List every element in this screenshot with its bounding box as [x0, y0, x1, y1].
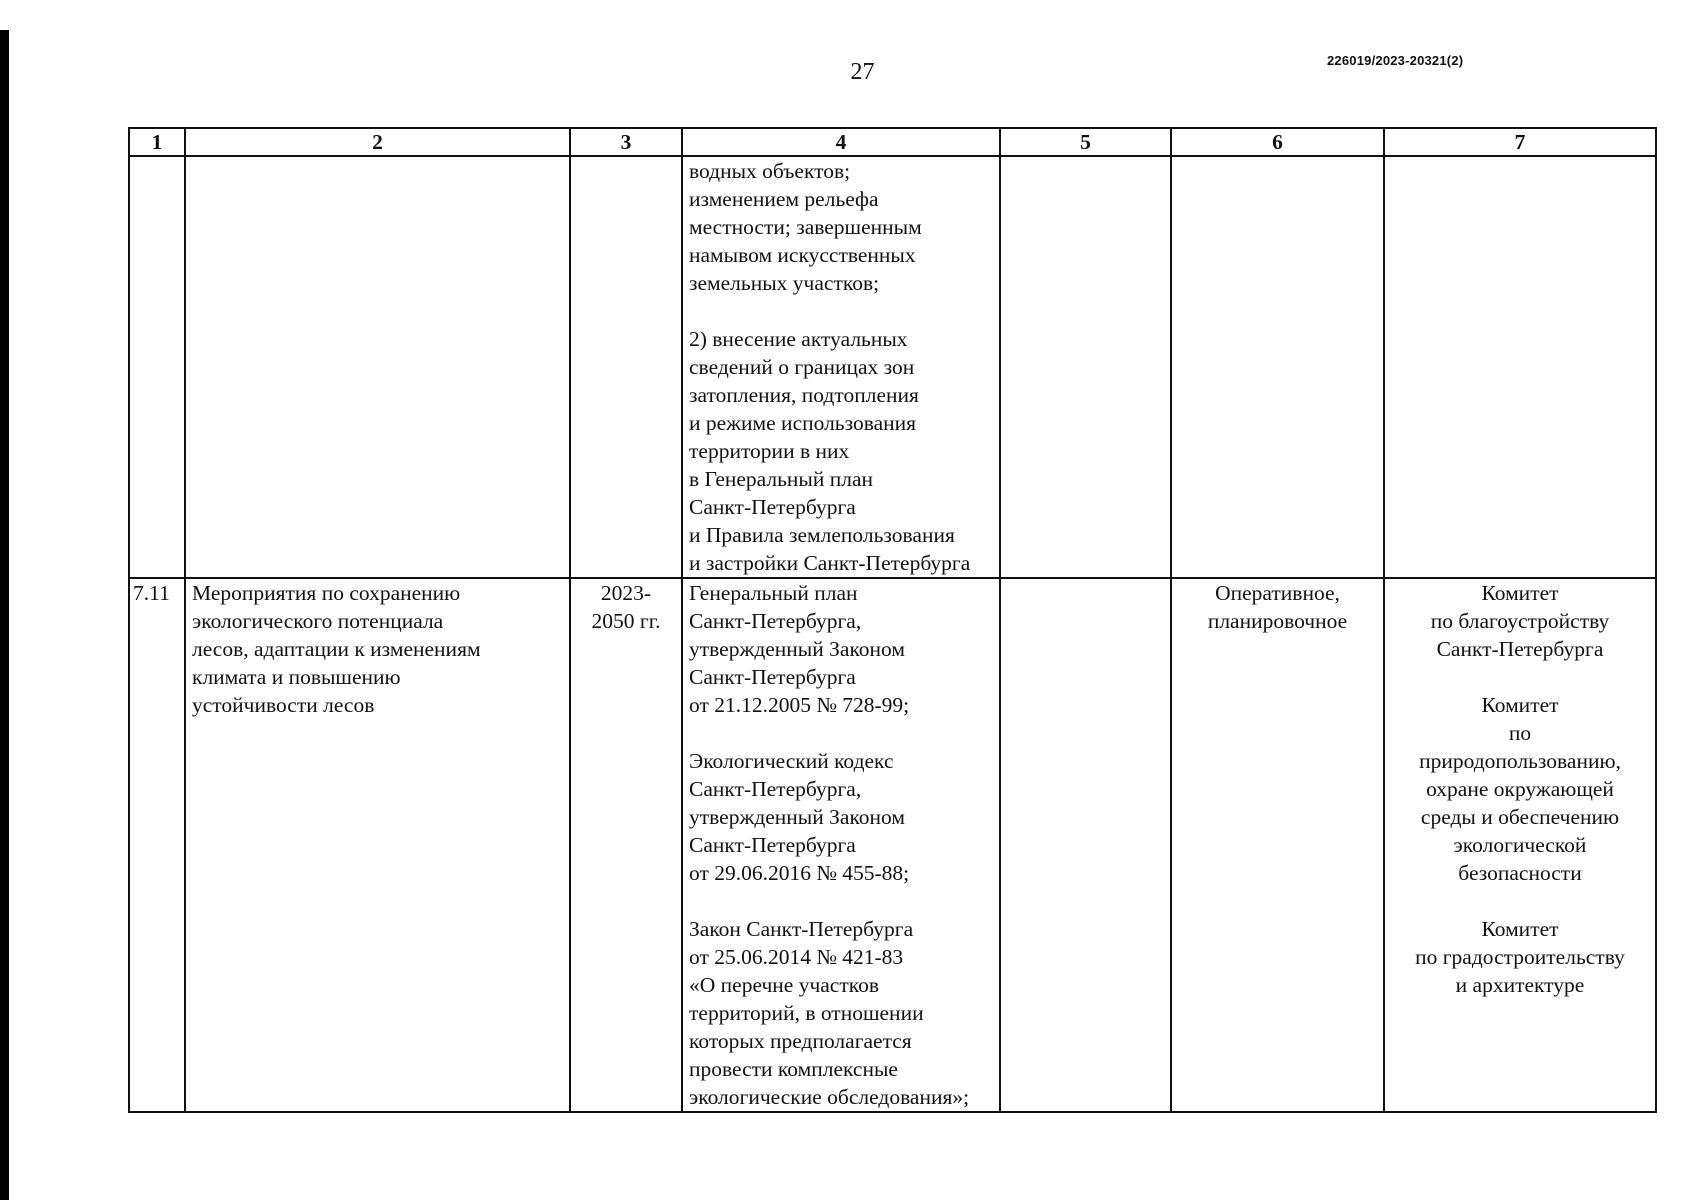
column-header-3: 3	[570, 128, 682, 156]
cell-col5	[1000, 156, 1171, 578]
table-row-7-11	[129, 578, 1656, 1112]
cell-period	[570, 156, 682, 578]
column-header-2: 2	[185, 128, 570, 156]
cell-number: 7.11	[129, 578, 185, 1112]
cell-period: 2023- 2050 гг.	[570, 578, 682, 1112]
column-header-1: 1	[129, 128, 185, 156]
cell-responsible: Комитет по благоустройству Санкт-Петербурга Комитет по природопользованию, охране окружающей среды и обеспечению экологической безопасности Комитет по градостроительству и архитектуре	[1384, 578, 1656, 1112]
cell-measure	[185, 156, 570, 578]
cell-type: Оперативное, планировочное	[1171, 578, 1384, 1112]
cell-basis: Генеральный план Санкт-Петербурга, утвержденный Законом Санкт-Петербурга от 21.12.2005 № 728-99; Экологический кодекс Санкт-Петербурга, утвержденный Законом Санкт-Петербурга от 29.06.2016 № 455-88; Закон Санкт-Петербурга от 25.06.2014 № 421-83 «О перечне участков территорий, в отношении которых предполагается провести комплексные экологические обследования»;	[682, 578, 1000, 1112]
cell-responsible	[1384, 156, 1656, 578]
document-id: 226019/2023-20321(2)	[1327, 53, 1464, 68]
table-row-continuation	[129, 156, 1656, 578]
cell-measure: Мероприятия по сохранению экологического потенциала лесов, адаптации к изменениям климата и повышению устойчивости лесов	[185, 578, 570, 1112]
column-header-4: 4	[682, 128, 1000, 156]
cell-number	[129, 156, 185, 578]
cell-type	[1171, 156, 1384, 578]
cell-basis: водных объектов; изменением рельефа местности; завершенным намывом искусственных земельных участков; 2) внесение актуальных сведений о границах зон затопления, подтопления и режиме использования территории в них в Генеральный план Санкт-Петербурга и Правила землепользования и застройки Санкт-Петербурга	[682, 156, 1000, 578]
measures-table	[128, 127, 1657, 1113]
column-header-7: 7	[1384, 128, 1656, 156]
column-header-5: 5	[1000, 128, 1171, 156]
table-header-row	[129, 128, 1656, 156]
cell-col5	[1000, 578, 1171, 1112]
scan-edge	[0, 30, 9, 1200]
page-number: 27	[850, 59, 875, 85]
column-header-6: 6	[1171, 128, 1384, 156]
